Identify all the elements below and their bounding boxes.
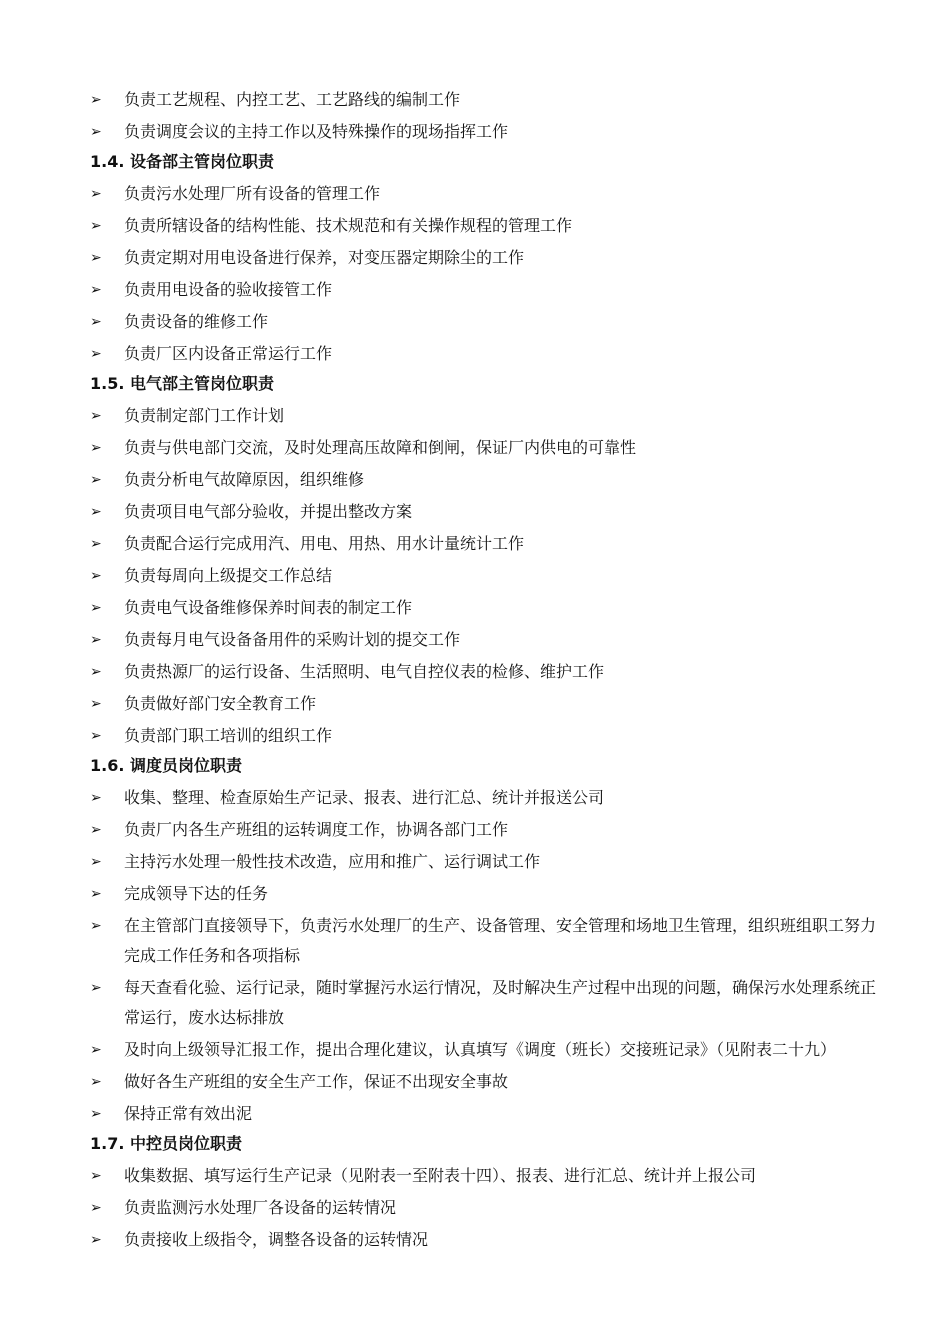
list-item	[90, 1067, 890, 1097]
arrow-bullet-icon: ➢	[90, 346, 102, 362]
list-item-text: 收集、整理、检查原始生产记录、报表、进行汇总、统计并报送公司	[124, 788, 605, 807]
arrow-bullet-icon: ➢	[90, 664, 102, 680]
list-item-text: 负责调度会议的主持工作以及特殊操作的现场指挥工作	[124, 122, 509, 141]
list-item-text: 收集数据、填写运行生产记录（见附表一至附表十四）、报表、进行汇总、统计并上报公司	[124, 1166, 757, 1185]
list-item	[90, 783, 890, 813]
arrow-bullet-icon: ➢	[90, 568, 102, 584]
list-item	[90, 1161, 890, 1191]
arrow-bullet-icon: ➢	[90, 790, 102, 806]
section-2	[90, 369, 890, 751]
list-item-text: 负责用电设备的验收接管工作	[124, 280, 333, 299]
arrow-bullet-icon: ➢	[90, 1074, 102, 1090]
list-item	[90, 1225, 890, 1255]
list-item	[90, 879, 890, 909]
section-heading: 1.5. 电气部主管岗位职责	[90, 374, 274, 393]
arrow-bullet-icon: ➢	[90, 632, 102, 648]
section-heading: 1.6. 调度员岗位职责	[90, 756, 242, 775]
list-item-text: 保持正常有效出泥	[124, 1104, 253, 1123]
list-item-text: 负责项目电气部分验收，并提出整改方案	[124, 502, 413, 521]
arrow-bullet-icon: ➢	[90, 822, 102, 838]
list-item-text: 主持污水处理一般性技术改造，应用和推广、运行调试工作	[124, 852, 541, 871]
list-item-text: 负责监测污水处理厂各设备的运转情况	[124, 1198, 397, 1217]
list-item	[90, 339, 890, 369]
list-item-text: 负责厂内各生产班组的运转调度工作，协调各部门工作	[124, 820, 509, 839]
arrow-bullet-icon: ➢	[90, 218, 102, 234]
list-item	[90, 243, 890, 273]
document-body	[90, 85, 890, 1257]
list-item	[90, 497, 890, 527]
list-item-text: 负责与供电部门交流，及时处理高压故障和倒闸，保证厂内供电的可靠性	[124, 438, 637, 457]
arrow-bullet-icon: ➢	[90, 314, 102, 330]
list-item	[90, 561, 890, 591]
list-item	[90, 721, 890, 751]
list-item	[90, 117, 890, 147]
list-item-text: 完成领导下达的任务	[124, 884, 269, 903]
section-3	[90, 751, 890, 1129]
list-item-text: 做好各生产班组的安全生产工作，保证不出现安全事故	[124, 1072, 509, 1091]
list-item	[90, 689, 890, 719]
arrow-bullet-icon: ➢	[90, 250, 102, 266]
list-item	[90, 815, 890, 845]
arrow-bullet-icon: ➢	[90, 124, 102, 140]
list-item-text: 每天查看化验、运行记录，随时掌握污水运行情况，及时解决生产过程中出现的问题，确保污水处理系统正常运行，废水达标排放	[124, 978, 877, 1027]
list-item-text: 负责每月电气设备备用件的采购计划的提交工作	[124, 630, 461, 649]
arrow-bullet-icon: ➢	[90, 440, 102, 456]
list-item	[90, 465, 890, 495]
arrow-bullet-icon: ➢	[90, 1106, 102, 1122]
section-0	[90, 85, 890, 147]
list-item-text: 负责污水处理厂所有设备的管理工作	[124, 184, 381, 203]
list-item-text: 负责定期对用电设备进行保养，对变压器定期除尘的工作	[124, 248, 525, 267]
arrow-bullet-icon: ➢	[90, 980, 102, 996]
list-item	[90, 85, 890, 115]
arrow-bullet-icon: ➢	[90, 1042, 102, 1058]
list-item-text: 在主管部门直接领导下，负责污水处理厂的生产、设备管理、安全管理和场地卫生管理，组织班组职工努力完成工作任务和各项指标	[124, 916, 877, 965]
arrow-bullet-icon: ➢	[90, 92, 102, 108]
list-item	[90, 593, 890, 623]
arrow-bullet-icon: ➢	[90, 728, 102, 744]
list-item-text: 负责所辖设备的结构性能、技术规范和有关操作规程的管理工作	[124, 216, 573, 235]
list-item-text: 负责每周向上级提交工作总结	[124, 566, 333, 585]
list-item-text: 负责工艺规程、内控工艺、工艺路线的编制工作	[124, 90, 461, 109]
list-item-text: 负责接收上级指令，调整各设备的运转情况	[124, 1230, 429, 1249]
list-item-text: 负责热源厂的运行设备、生活照明、电气自控仪表的检修、维护工作	[124, 662, 605, 681]
arrow-bullet-icon: ➢	[90, 282, 102, 298]
list-item-text: 负责制定部门工作计划	[124, 406, 285, 425]
arrow-bullet-icon: ➢	[90, 696, 102, 712]
arrow-bullet-icon: ➢	[90, 918, 102, 934]
arrow-bullet-icon: ➢	[90, 186, 102, 202]
section-heading: 1.4. 设备部主管岗位职责	[90, 152, 274, 171]
list-item-text: 负责厂区内设备正常运行工作	[124, 344, 333, 363]
list-item-text: 负责做好部门安全教育工作	[124, 694, 317, 713]
list-item-text: 负责设备的维修工作	[124, 312, 269, 331]
arrow-bullet-icon: ➢	[90, 408, 102, 424]
arrow-bullet-icon: ➢	[90, 600, 102, 616]
list-item-text: 负责部门职工培训的组织工作	[124, 726, 333, 745]
list-item-text: 负责配合运行完成用汽、用电、用热、用水计量统计工作	[124, 534, 525, 553]
list-item	[90, 433, 890, 463]
arrow-bullet-icon: ➢	[90, 536, 102, 552]
arrow-bullet-icon: ➢	[90, 504, 102, 520]
list-item	[90, 657, 890, 687]
list-item	[90, 1035, 890, 1065]
arrow-bullet-icon: ➢	[90, 1232, 102, 1248]
list-item	[90, 179, 890, 209]
list-item	[90, 973, 890, 1033]
list-item	[90, 847, 890, 877]
arrow-bullet-icon: ➢	[90, 1168, 102, 1184]
arrow-bullet-icon: ➢	[90, 1200, 102, 1216]
list-item	[90, 1193, 890, 1223]
arrow-bullet-icon: ➢	[90, 854, 102, 870]
list-item	[90, 211, 890, 241]
list-item	[90, 529, 890, 559]
list-item	[90, 275, 890, 305]
list-item-text: 负责分析电气故障原因，组织维修	[124, 470, 365, 489]
section-1	[90, 147, 890, 369]
list-item	[90, 625, 890, 655]
list-item	[90, 1099, 890, 1129]
section-heading: 1.7. 中控员岗位职责	[90, 1134, 242, 1153]
arrow-bullet-icon: ➢	[90, 886, 102, 902]
section-4	[90, 1129, 890, 1255]
list-item-text: 及时向上级领导汇报工作，提出合理化建议，认真填写《调度（班长）交接班记录》（见附表二十九）	[124, 1040, 837, 1059]
list-item	[90, 307, 890, 337]
list-item	[90, 911, 890, 971]
list-item-text: 负责电气设备维修保养时间表的制定工作	[124, 598, 413, 617]
arrow-bullet-icon: ➢	[90, 472, 102, 488]
list-item	[90, 401, 890, 431]
